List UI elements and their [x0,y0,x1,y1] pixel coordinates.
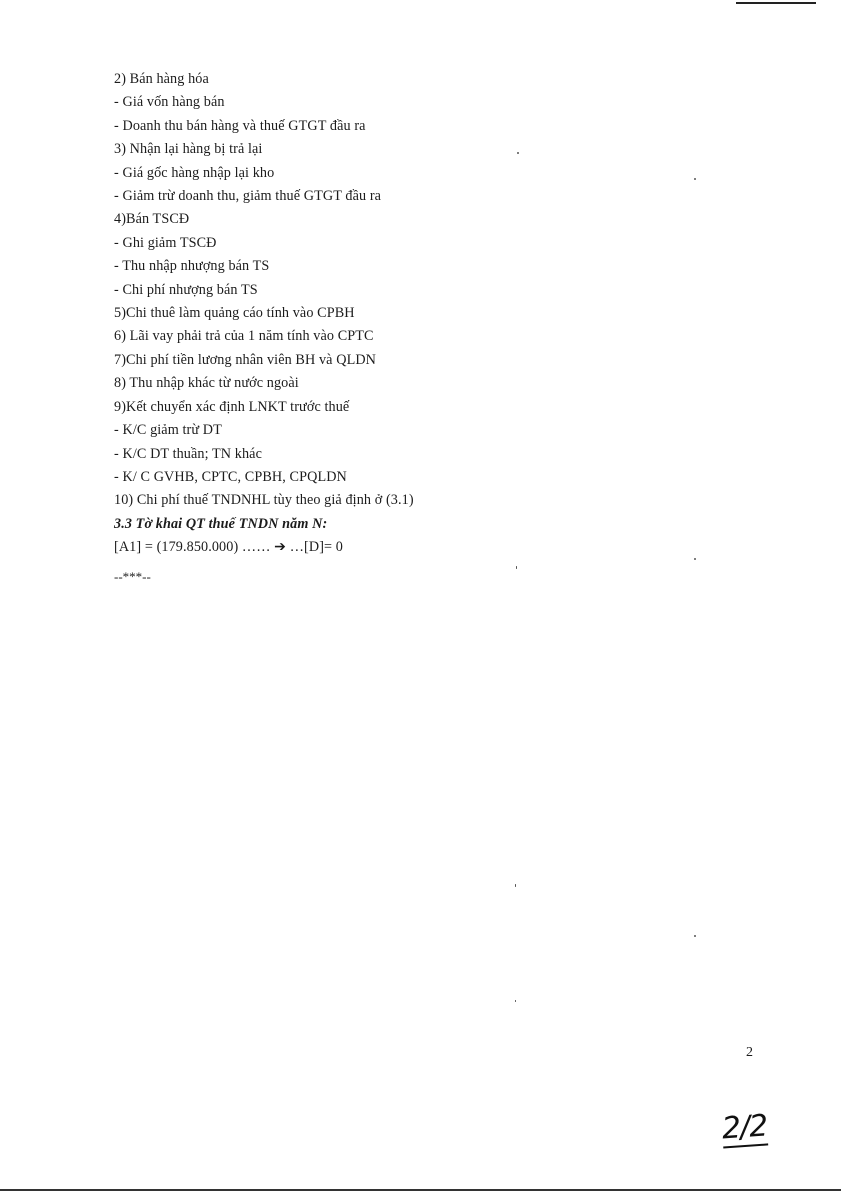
text-line: 8) Thu nhập khác từ nước ngoài [114,375,299,392]
text-line: - K/ C GVHB, CPTC, CPBH, CPQLDN [114,468,347,485]
top-edge-rule [736,2,816,4]
scan-speck [694,558,696,560]
text-line: - Giá gốc hàng nhập lại kho [114,164,275,181]
formula-line: [A1] = (179.850.000) …… ➔ …[D]= 0 [114,539,343,556]
document-body [114,68,714,560]
scan-speck [515,884,516,887]
text-line: 7)Chi phí tiền lương nhân viên BH và QLDN [114,351,377,368]
section-heading: 3.3 Tờ khai QT thuế TNDN năm N: [114,515,328,532]
text-line: 3) Nhận lại hàng bị trả lại [114,141,263,158]
scan-speck [515,1000,516,1002]
scan-speck [694,178,696,180]
text-line: 4)Bán TSCĐ [114,211,190,228]
handwritten-page-text: 2/2 [720,1108,769,1147]
text-line: - K/C DT thuần; TN khác [114,445,262,462]
text-line: - K/C giảm trừ DT [114,422,222,439]
text-line: 9)Kết chuyển xác định LNKT trước thuế [114,398,350,415]
text-line: - Ghi giảm TSCĐ [114,234,217,251]
handwritten-page-mark [722,1110,767,1147]
end-separator: --***-- [114,569,151,584]
scan-speck [694,935,696,937]
text-line: - Chi phí nhượng bán TS [114,281,258,298]
page-number: 2 [746,1045,753,1060]
text-line: - Giá vốn hàng bán [114,94,225,111]
text-line: 5)Chi thuê làm quảng cáo tính vào CPBH [114,305,355,322]
text-line: - Giảm trừ doanh thu, giảm thuế GTGT đầu ra [114,188,382,205]
text-line: - Doanh thu bán hàng và thuế GTGT đầu ra [114,117,366,134]
text-line: 2) Bán hàng hóa [114,71,209,87]
text-line: - Thu nhập nhượng bán TS [114,258,270,275]
scan-speck [516,566,517,569]
text-line: 10) Chi phí thuế TNDNHL tùy theo giả định ở (3.1) [114,492,414,509]
text-line: 6) Lãi vay phải trả của 1 năm tính vào CPTC [114,328,374,345]
scan-speck [517,152,519,154]
